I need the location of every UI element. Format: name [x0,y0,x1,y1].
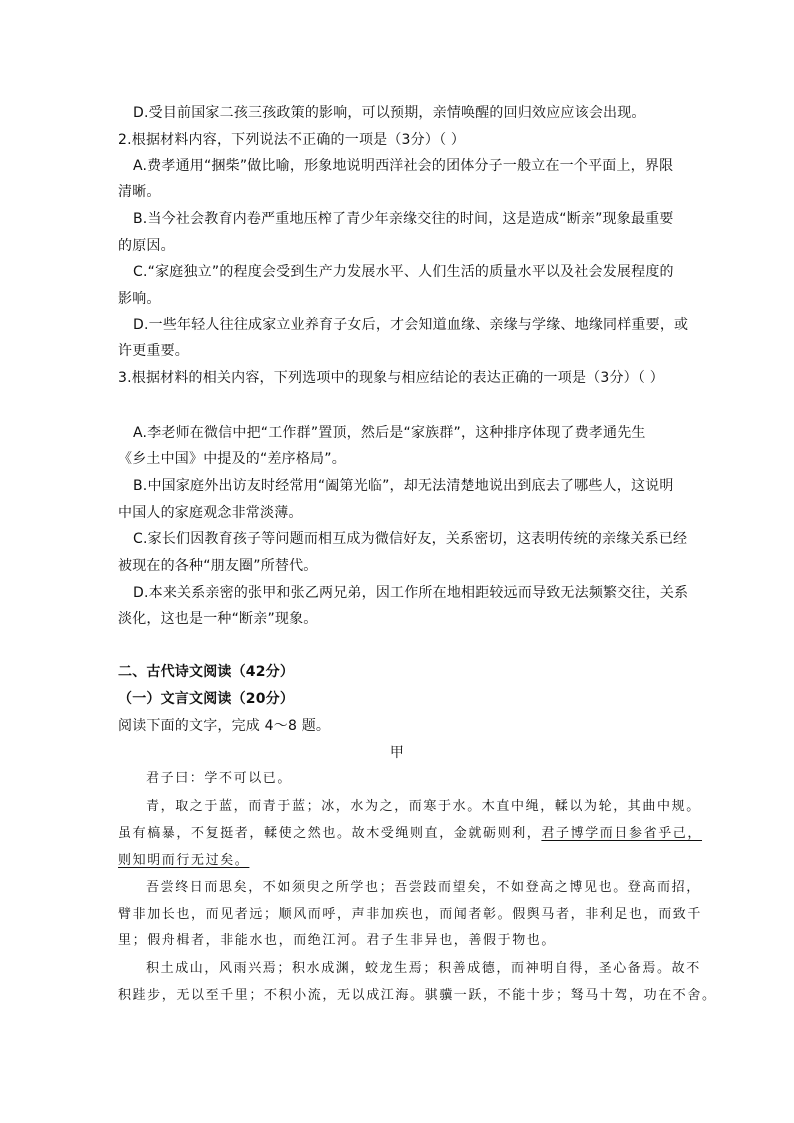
q3-option-a-cont: 《乡土中国》中提及的“差序格局”。 [118,451,346,467]
reading-instruction: 阅读下面的文字，完成 4～8 题。 [118,718,331,734]
q2-option-a: A.费孝通用“捆柴”做比喻，形象地说明西洋社会的团体分子一般立在一个平面上，界限 [133,158,674,174]
passage-p3-line2: 臂非加长也，而见者远；顺风而呼，声非加疾也，而闻者彰。假舆马者，非利足也，而致千 [118,907,703,922]
passage-p1: 君子曰：学不可以已。 [146,771,293,786]
q2-option-a-cont: 清晰。 [118,184,161,200]
passage-p2-line2-text: 虽有槁暴，不复挺者，輮使之然也。故木受绳则直，金就砺则利， [118,826,542,841]
q3-option-c-cont: 被现在的各种“朋友圈”所替代。 [118,558,318,574]
passage-p3-line1: 吾尝终日而思矣，不如须臾之所学也；吾尝跂而望矣，不如登高之博见也。登高而招， [146,880,701,895]
passage-title: 甲 [389,745,405,761]
passage-p4-line2: 积跬步，无以至千里；不积小流，无以成江海。骐骥一跃，不能十步；驽马十驾，功在不舍。 [118,988,717,1003]
subsection-heading: （一）文言文阅读（20分） [118,691,295,707]
q3-option-c: C.家长们因教育孩子等问题而相互成为微信好友，关系密切，这表明传统的亲缘关系已经 [133,531,688,547]
q2-option-d: D.一些年轻人往往成家立业养育子女后，才会知道血缘、亲缘与学缘、地缘同样重要，或 [133,317,689,333]
q2-option-b-cont: 的原因。 [118,238,175,254]
passage-p4-line1: 积土成山，风雨兴焉；积水成渊，蛟龙生焉；积善成德，而神明自得，圣心备焉。故不 [146,961,701,976]
passage-p2-line2 [118,825,702,843]
q3-option-a: A.李老师在微信中把“工作群”置顶，然后是“家族群”，这种排序体现了费孝通先生 [133,425,646,441]
q2-option-b: B.当今社会教育内卷严重地压榨了青少年亲缘交往的时间，这是造成“断亲”现象最重要 [133,211,674,227]
underlined-sentence-cont: 则知明而行无过矣。 [118,853,250,868]
q2-option-c: C.“家庭独立”的程度会受到生产力发展水平、人们生活的质量水平以及社会发展程度的 [133,264,674,280]
section-heading: 二、古代诗文阅读（42分） [118,664,295,680]
q3-option-b: B.中国家庭外出访友时经常用“阖第光临”，却无法清楚地说出到底去了哪些人，这说明 [133,478,674,494]
q2-option-d-cont: 许更重要。 [118,343,189,359]
passage-p3-line3: 里；假舟楫者，非能水也，而绝江河。君子生非异也，善假于物也。 [118,933,557,948]
q2-option-c-cont: 影响。 [118,291,161,307]
q2-stem: 2.根据材料内容，下列说法不正确的一项是（3分）（ ） [118,132,466,148]
underlined-sentence: 君子博学而日参省乎己， [541,826,703,841]
q1-option-d: D.受目前国家二孩三孩政策的影响，可以预期，亲情唤醒的回归效应应该会出现。 [133,105,646,121]
passage-p2-line1: 青，取之于蓝，而青于蓝；冰，水为之，而寒于水。木直中绳，輮以为轮，其曲中规。 [146,799,701,814]
q3-stem: 3.根据材料的相关内容，下列选项中的现象与相应结论的表达正确的一项是（3分）（ ） [118,370,664,386]
q3-option-d-cont: 淡化，这也是一种“断亲”现象。 [118,611,318,627]
q3-option-d: D.本来关系亲密的张甲和张乙两兄弟，因工作所在地相距较远而导致无法频繁交往，关系 [133,585,689,601]
q3-option-b-cont: 中国人的家庭观念非常淡薄。 [118,505,303,521]
